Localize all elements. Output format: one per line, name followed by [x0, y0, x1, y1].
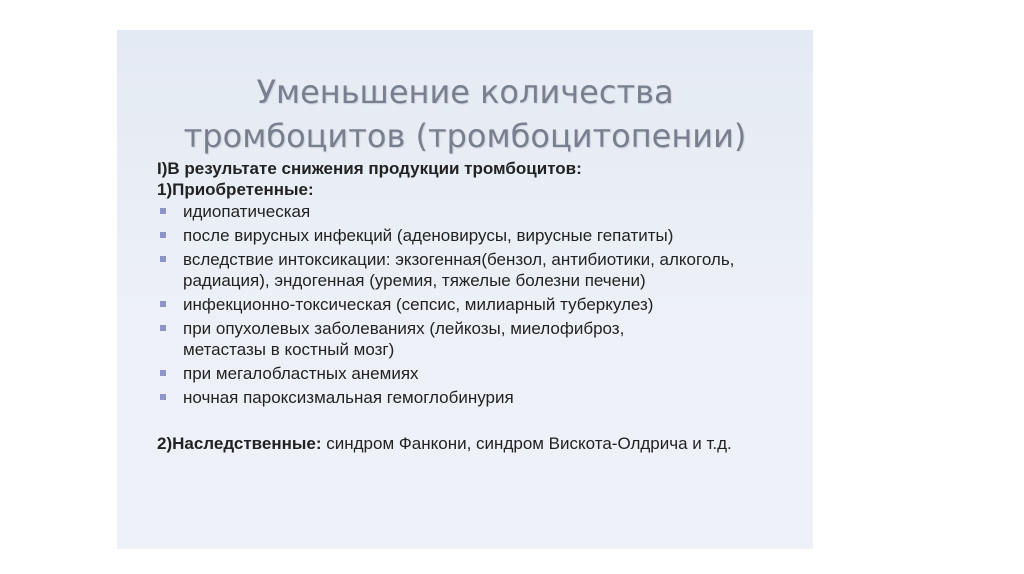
- list-item-text: ночная пароксизмальная гемоглобинурия: [183, 388, 514, 407]
- acquired-heading: 1)Приобретенные:: [157, 180, 314, 199]
- slide: [117, 30, 813, 549]
- list-item-text: при опухолевых заболеваниях (лейкозы, миелофиброз, метастазы в костный мозг): [183, 319, 625, 359]
- hereditary-text: синдром Фанкони, синдром Вискота-Олдрича и т.д.: [321, 434, 732, 453]
- list-item: [157, 318, 703, 360]
- list-item-text: вследствие интоксикации: экзогенная(бензол, антибиотики, алкоголь, радиация), эндогенная (уремия, тяжелые болезни печени): [183, 250, 735, 290]
- square-bullet-icon: [160, 256, 166, 262]
- square-bullet-icon: [160, 232, 166, 238]
- bullet-list: [157, 201, 797, 408]
- section-heading: I)В результате снижения продукции тромбоцитов:: [157, 159, 582, 178]
- list-item-text: идиопатическая: [183, 202, 311, 221]
- title-line-1: Уменьшение количества: [256, 73, 674, 111]
- hereditary-paragraph: [157, 433, 797, 454]
- list-item: [157, 249, 743, 291]
- list-item: [157, 201, 797, 222]
- hereditary-label: 2)Наследственные:: [157, 434, 322, 453]
- list-item: [157, 387, 797, 408]
- list-item-text: после вирусных инфекций (аденовирусы, вирусные гепатиты): [183, 226, 674, 245]
- list-item: [157, 363, 797, 384]
- list-item-text: при мегалобластных анемиях: [183, 364, 419, 383]
- square-bullet-icon: [160, 325, 166, 331]
- list-item: [157, 294, 797, 315]
- slide-content: [157, 158, 797, 454]
- list-item-text: инфекционно-токсическая (сепсис, милиарный туберкулез): [183, 295, 654, 314]
- square-bullet-icon: [160, 208, 166, 214]
- square-bullet-icon: [160, 301, 166, 307]
- list-item: [157, 225, 797, 246]
- square-bullet-icon: [160, 370, 166, 376]
- title-line-2: тромбоцитов (тромбоцитопении): [183, 117, 747, 155]
- slide-title: [117, 70, 813, 158]
- square-bullet-icon: [160, 394, 166, 400]
